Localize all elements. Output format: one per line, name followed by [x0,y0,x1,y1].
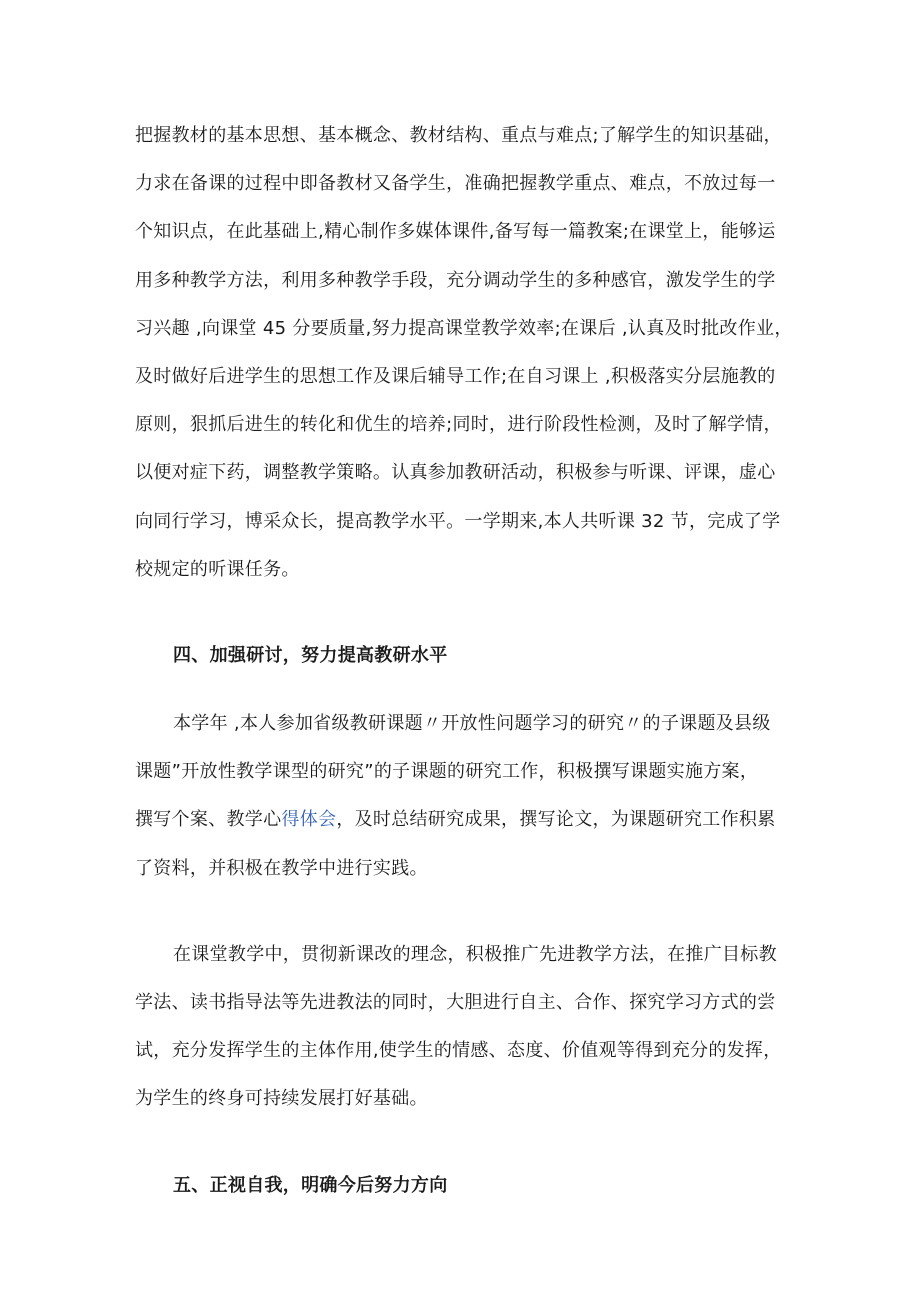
text-line: 及时做好后进学生的思想工作及课后辅导工作;在自习课上 ,积极落实分层施教的 [135,366,776,388]
text-line: 试，充分发挥学生的主体作用,使学生的情感、态度、价值观等得到充分的发挥， [135,1040,782,1062]
text-line: 个知识点，在此基础上,精心制作多媒体课件,备写每一篇教案;在课堂上，能够运 [135,221,776,243]
text-segment: 撰写个案、教学心 [135,809,282,831]
section-heading-4: 四、加强研讨，努力提高教研水平 [173,645,448,667]
paragraph-research [135,700,800,893]
text-line: 把握教材的基本思想、基本概念、教材结构、重点与难点;了解学生的知识基础， [135,125,782,146]
text-line: 校规定的听课任务。 [135,558,300,580]
paragraph-teaching-practice [135,112,800,594]
text-line: 用多种教学方法，利用多种教学手段，充分调动学生的多种感官，激发学生的学 [135,269,776,291]
experience-link[interactable]: 得体会 [281,809,337,831]
text-line: 力求在备课的过程中即备教材又备学生，准确把握教学重点、难点，不放过每一 [135,173,776,195]
text-line: 为学生的终身可持续发展打好基础。 [135,1088,428,1110]
text-line: 学法、读书指导法等先进教法的同时，大胆进行自主、合作、探究学习方式的尝 [135,992,776,1014]
text-segment: ，及时总结研究成果，撰写论文，为课题研究工作积累 [336,809,776,831]
paragraph-classroom-teaching [135,931,800,1124]
text-line: 习兴趣 ,向课堂 45 分要质量,努力提高课堂教学效率;在课后 ,认真及时批改作业， [135,317,793,339]
text-line: 向同行学习，博采众长，提高教学水平。一学期来,本人共听课 32 节，完成了学 [135,510,781,532]
text-line: 了资料，并积极在教学中进行实践。 [135,857,428,879]
text-line: 原则，狠抓后进生的转化和优生的培养;同时，进行阶段性检测，及时了解学情， [135,414,782,436]
document-body [135,112,800,1210]
text-line: 课题”开放性教学课型的研究”的子课题的研究工作，积极撰写课题实施方案， [135,761,759,783]
text-line [135,796,800,844]
section-heading-5: 五、正视自我，明确今后努力方向 [173,1174,448,1196]
text-line: 在课堂教学中，贯彻新课改的理念，积极推广先进教学方法，在推广目标教 [173,943,777,965]
text-line: 以便对症下药，调整教学策略。认真参加教研活动，积极参与听课、评课，虚心 [135,462,776,484]
text-line: 本学年 ,本人参加省级教研课题〃开放性问题学习的研究〃的子课题及县级 [173,713,771,735]
